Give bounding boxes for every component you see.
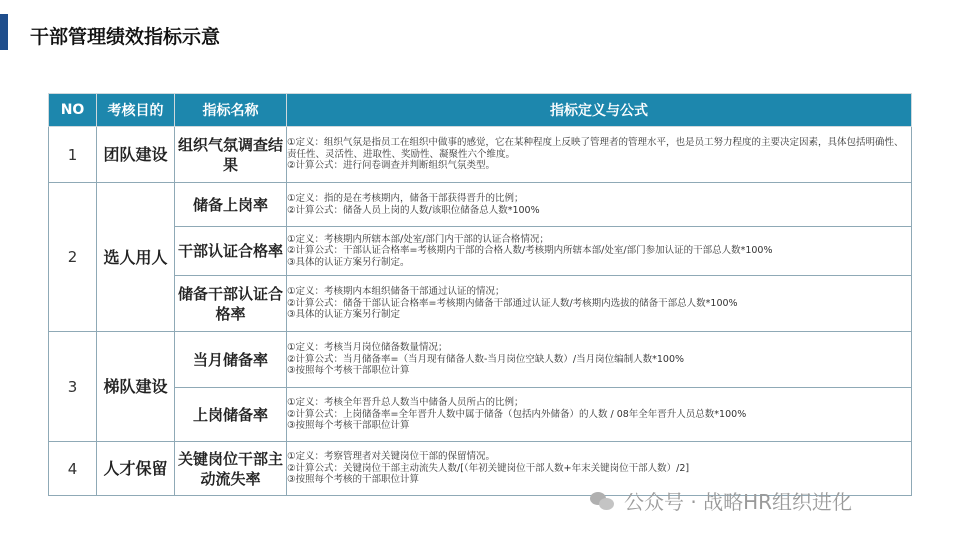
title-accent-bar	[0, 14, 8, 50]
header-no: NO	[49, 94, 97, 127]
row-definition	[287, 276, 912, 332]
table-row	[49, 227, 912, 276]
definition-line: ①定义：组织气氛是指员工在组织中做事的感觉，它在某种程度上反映了管理者的管理水平，也是员工努力程度的主要决定因素，具体包括明确性、责任性、灵活性、进取性、奖励性、凝聚性六个维度。	[287, 137, 904, 160]
row-indicator-name: 储备上岗率	[175, 183, 287, 227]
definition-line: ②计算公式：干部认证合格率=考核期内干部的合格人数/考核期内所辖本部/处室/部门参加认证的干部总人数*100%	[287, 245, 773, 257]
watermark-text: 公众号 · 战略HR组织进化	[624, 490, 853, 514]
row-indicator-name: 干部认证合格率	[175, 227, 287, 276]
row-no: 1	[49, 127, 97, 183]
row-definition	[287, 127, 912, 183]
header-purpose: 考核目的	[97, 94, 175, 127]
page-title: 干部管理绩效指标示意	[30, 26, 221, 48]
row-indicator-name: 上岗储备率	[175, 388, 287, 442]
header-name: 指标名称	[175, 94, 287, 127]
wechat-icon	[590, 490, 616, 512]
table-row	[49, 388, 912, 442]
watermark	[590, 486, 852, 515]
kpi-table	[48, 93, 912, 496]
definition-line: ①定义：考核全年晋升总人数当中储备人员所占的比例；	[287, 397, 524, 409]
definition-line: ②计算公式：上岗储备率=全年晋升人数中属于储备（包括内外储备）的人数 / 08年全年晋升人员总数*100%	[287, 408, 747, 420]
definition-line: ②计算公式：关键岗位干部主动流失人数/[（年初关键岗位干部人数+年末关键岗位干部人数）/2]	[287, 462, 690, 474]
table-row	[49, 332, 912, 388]
definition-line: ①定义：考核期内所辖本部/处室/部门内干部的认证合格情况；	[287, 233, 549, 245]
definition-line: ③具体的认证方案另行制定	[287, 309, 401, 321]
row-indicator-name: 储备干部认证合格率	[175, 276, 287, 332]
row-definition	[287, 227, 912, 276]
definition-line: ②计算公式：当月储备率=（当月现有储备人数-当月岗位空缺人数）/当月岗位编制人数*100%	[287, 353, 685, 365]
row-purpose: 选人用人	[97, 183, 175, 332]
row-no: 4	[49, 442, 97, 496]
row-no: 2	[49, 183, 97, 332]
definition-line: ①定义：考察管理者对关键岗位干部的保留情况。	[287, 451, 496, 463]
table-row	[49, 127, 912, 183]
row-indicator-name: 当月储备率	[175, 332, 287, 388]
row-purpose: 梯队建设	[97, 332, 175, 442]
row-indicator-name: 关键岗位干部主动流失率	[175, 442, 287, 496]
definition-line: ③按照每个考核干部职位计算	[287, 420, 410, 432]
row-definition	[287, 388, 912, 442]
header-definition: 指标定义与公式	[287, 94, 912, 127]
row-definition	[287, 183, 912, 227]
row-purpose: 人才保留	[97, 442, 175, 496]
table-row	[49, 183, 912, 227]
row-no: 3	[49, 332, 97, 442]
table-header-row	[49, 94, 912, 127]
definition-line: ①定义：考核期内本组织储备干部通过认证的情况；	[287, 286, 505, 298]
row-indicator-name: 组织气氛调查结果	[175, 127, 287, 183]
definition-line: ②计算公式：储备干部认证合格率=考核期内储备干部通过认证人数/考核期内选拔的储备干部总人数*100%	[287, 297, 738, 309]
table-row	[49, 276, 912, 332]
definition-line: ③按照每个考核的干部职位计算	[287, 474, 420, 486]
definition-line: ①定义：指的是在考核期内，储备干部获得晋升的比例；	[287, 193, 524, 204]
row-definition	[287, 332, 912, 388]
definition-line: ③按照每个考核干部职位计算	[287, 365, 410, 377]
definition-line: ②计算公式：储备人员上岗的人数/该职位储备总人数*100%	[287, 204, 540, 216]
definition-line: ②计算公式：进行问卷调查并判断组织气氛类型。	[287, 160, 496, 172]
definition-line: ③具体的认证方案另行制定。	[287, 256, 410, 268]
definition-line: ①定义：考核当月岗位储备数量情况；	[287, 342, 448, 354]
row-purpose: 团队建设	[97, 127, 175, 183]
